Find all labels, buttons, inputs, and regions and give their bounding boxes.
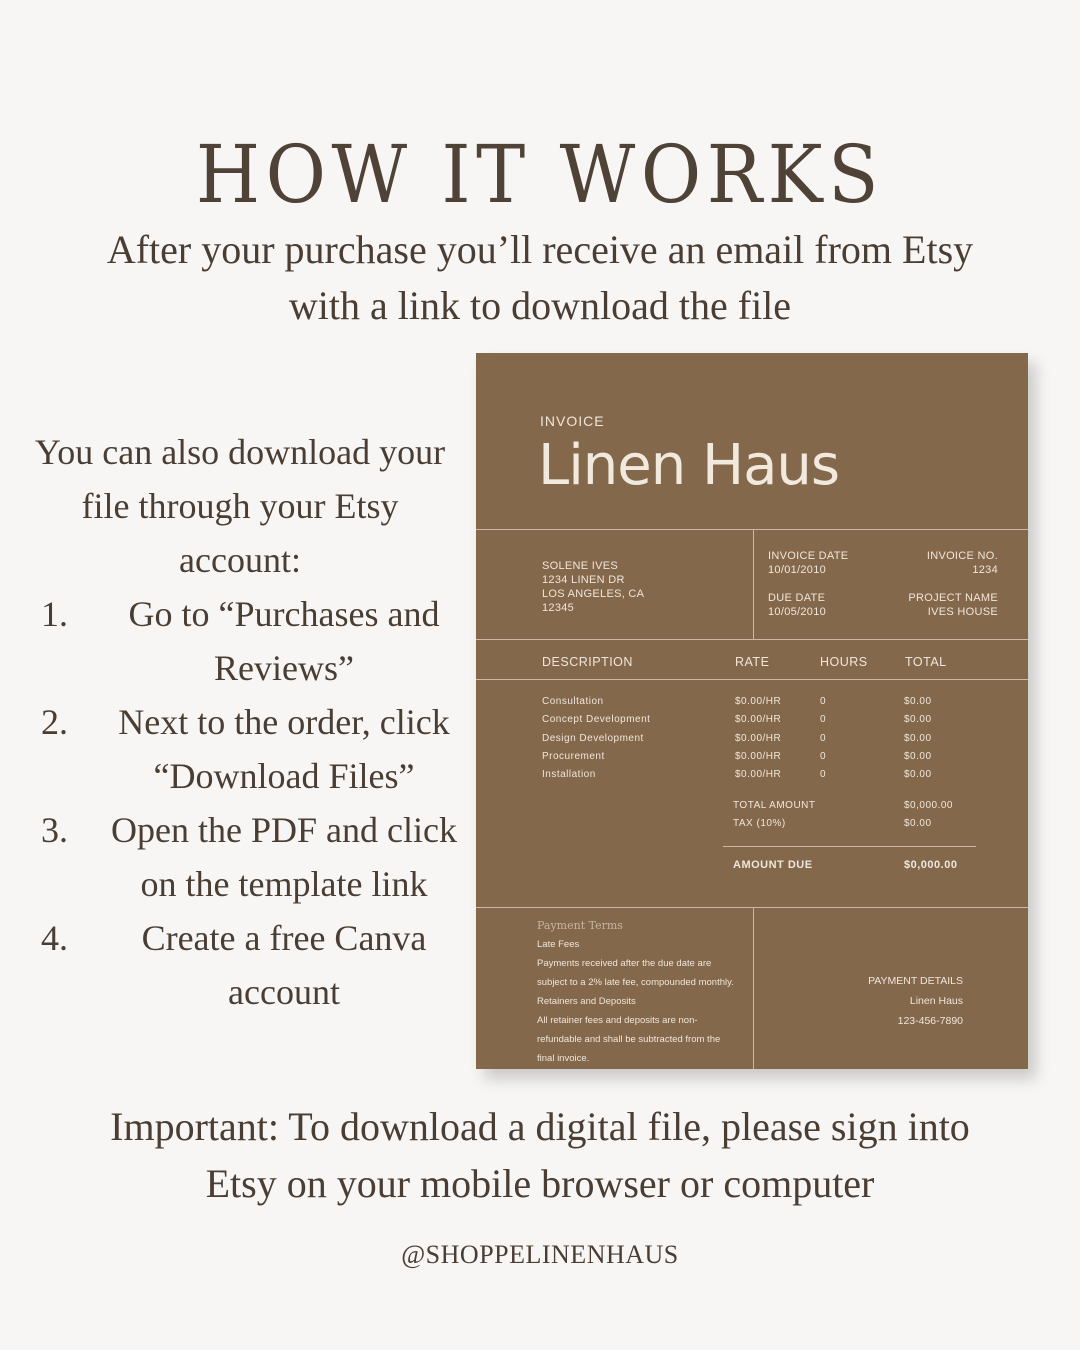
payment-terms-title: Payment Terms (537, 919, 623, 932)
row-total: $0.00 (904, 696, 932, 707)
payment-terms (537, 916, 752, 1068)
intro-line: You can also download your (34, 432, 446, 472)
step-number: 1. (41, 594, 68, 634)
divider (476, 907, 1028, 908)
project-name: IVES HOUSE (927, 606, 998, 618)
row-rate: $0.00/HR (735, 696, 782, 707)
terms-heading: Late Fees (537, 939, 580, 950)
step-number: 3. (41, 810, 68, 850)
client-zip: 12345 (542, 602, 575, 614)
shop-handle: @SHOPPELINENHAUS (401, 1240, 679, 1269)
invoice-label: INVOICE (540, 413, 605, 429)
step-text (103, 695, 465, 803)
invoice-date-label: INVOICE DATE (768, 550, 849, 562)
client-address (542, 559, 644, 615)
due-date-block (768, 591, 826, 619)
column-header: TOTAL (905, 655, 947, 669)
row-hours: 0 (820, 714, 827, 725)
step-number: 2. (41, 702, 68, 742)
row-hours: 0 (820, 733, 827, 744)
total-amount: $0,000.00 (904, 800, 953, 811)
due-date-label: DUE DATE (768, 592, 826, 604)
row-hours: 0 (820, 696, 827, 707)
tax-label: TAX (10%) (733, 818, 786, 829)
intro-line-1: After your purchase you’ll receive an email from Etsy (106, 227, 974, 272)
step-line: Next to the order, click (118, 702, 450, 742)
project-name-block (876, 591, 998, 619)
column-header: HOURS (820, 655, 868, 669)
client-address-line: 1234 LINEN DR (542, 574, 625, 586)
important-line-1: Important: To download a digital file, please sign into (110, 1104, 970, 1149)
row-total: $0.00 (904, 714, 932, 725)
row-description: Installation (542, 769, 596, 780)
row-total: $0.00 (904, 733, 932, 744)
step-3 (15, 803, 465, 911)
invoice-no-block (876, 549, 998, 577)
step-text (103, 587, 465, 695)
invoice-no-label: INVOICE NO. (926, 550, 998, 562)
row-rate: $0.00/HR (735, 751, 782, 762)
step-line: “Download Files” (153, 756, 415, 796)
amount-due: $0,000.00 (904, 859, 958, 871)
payment-details-heading: PAYMENT DETAILS (868, 975, 963, 987)
client-name: SOLENE IVES (542, 560, 619, 572)
due-date: 10/05/2010 (768, 606, 827, 618)
intro-text (60, 222, 1020, 334)
divider (476, 679, 1028, 680)
important-note (60, 1098, 1020, 1212)
step-2 (15, 695, 465, 803)
tax-amount: $0.00 (904, 818, 932, 829)
terms-text: Payments received after the due date are (537, 958, 712, 969)
step-line: on the template link (140, 864, 428, 904)
download-instructions (15, 425, 465, 1019)
column-header: DESCRIPTION (542, 655, 633, 669)
client-address-line: LOS ANGELES, CA (542, 588, 645, 600)
intro-line-2: with a link to download the file (288, 283, 792, 328)
step-line: Create a free Canva (141, 918, 427, 958)
page-title: HOW IT WORKS (195, 128, 885, 221)
row-description: Procurement (542, 751, 605, 762)
project-name-label: PROJECT NAME (908, 592, 998, 604)
step-text (103, 911, 465, 1019)
invoice-no: 1234 (972, 564, 998, 576)
step-line: account (228, 972, 340, 1012)
row-description: Concept Development (542, 714, 651, 725)
terms-text: refundable and shall be subtracted from the (537, 1034, 721, 1045)
amount-due-label: AMOUNT DUE (733, 859, 813, 871)
invoice-date-block (768, 549, 848, 577)
divider (723, 846, 976, 847)
total-amount-label: TOTAL AMOUNT (733, 800, 816, 811)
terms-text: final invoice. (537, 1053, 590, 1064)
intro-line: file through your Etsy (81, 486, 399, 526)
divider (476, 639, 1028, 640)
divider (476, 529, 1028, 530)
important-line-2: Etsy on your mobile browser or computer (205, 1161, 875, 1206)
row-description: Design Development (542, 733, 644, 744)
row-hours: 0 (820, 751, 827, 762)
row-rate: $0.00/HR (735, 769, 782, 780)
row-hours: 0 (820, 769, 827, 780)
invoice-date: 10/01/2010 (768, 564, 827, 576)
row-description: Consultation (542, 696, 604, 707)
payment-details (753, 971, 963, 1031)
step-number: 4. (41, 918, 68, 958)
terms-text: All retainer fees and deposits are non- (537, 1015, 698, 1026)
column-header: RATE (735, 655, 770, 669)
row-rate: $0.00/HR (735, 733, 782, 744)
invoice-business-name: Linen Haus (538, 433, 840, 498)
step-1 (15, 587, 465, 695)
step-line: Reviews” (214, 648, 354, 688)
terms-text: subject to a 2% late fee, compounded monthly. (537, 977, 734, 988)
invoice-preview (476, 353, 1028, 1069)
step-line: Open the PDF and click (111, 810, 457, 850)
divider (753, 529, 754, 639)
step-line: Go to “Purchases and (128, 594, 440, 634)
row-total: $0.00 (904, 751, 932, 762)
terms-heading: Retainers and Deposits (537, 996, 636, 1007)
intro-line: account: (179, 540, 301, 580)
payment-name: Linen Haus (909, 995, 963, 1007)
step-text (103, 803, 465, 911)
step-4 (15, 911, 465, 1019)
row-total: $0.00 (904, 769, 932, 780)
payment-phone: 123-456-7890 (897, 1015, 963, 1027)
instructions-intro (15, 425, 465, 587)
row-rate: $0.00/HR (735, 714, 782, 725)
